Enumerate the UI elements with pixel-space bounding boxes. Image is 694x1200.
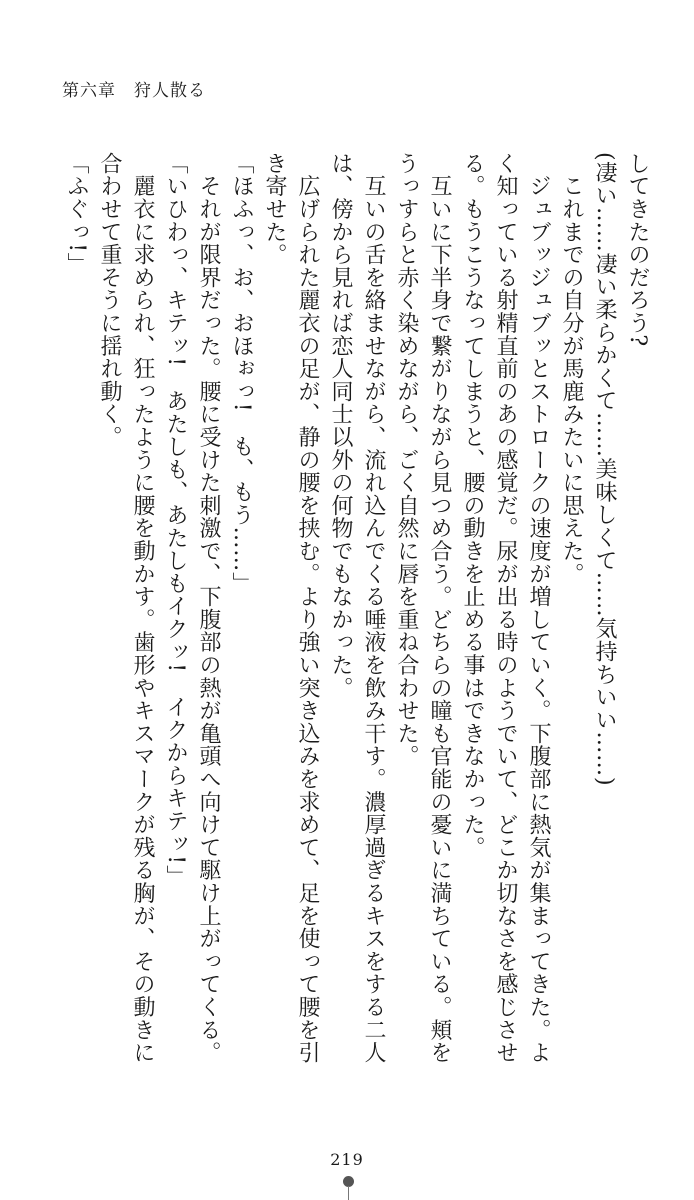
text-column: それが限界だった。腰に受けた刺激で、下腹部の熱が亀頭へ向けて駆け上がってくる。 bbox=[196, 152, 221, 1064]
text-column: 麗衣に求められ、狂ったように腰を動かす。歯形やキスマークが残る胸が、その動きに bbox=[130, 152, 155, 1064]
page-marker-line bbox=[348, 1186, 349, 1200]
text-column: は、傍から見れば恋人同士以外の何物でもなかった。 bbox=[328, 152, 353, 700]
text-column: 「ふぐっ!」 bbox=[64, 152, 89, 276]
text-column: 互いの舌を絡ませながら、流れ込んでくる唾液を飲み干す。濃厚過ぎるキスをする二人 bbox=[361, 152, 386, 1064]
text-column: うっすらと赤く染めながら、ごく自然に唇を重ね合わせた。 bbox=[394, 152, 419, 768]
chapter-header bbox=[62, 76, 206, 101]
text-column: 「ほふっ、お、おほぉっ! も、もう……」 bbox=[229, 152, 254, 595]
chapter-number: 第六章 bbox=[62, 81, 116, 101]
chapter-title: 狩人散る bbox=[134, 81, 206, 101]
text-column: 広げられた麗衣の足が、静の腰を挟む。より強い突き込みを求めて、足を使って腰を引 bbox=[295, 152, 320, 1064]
text-column: 合わせて重そうに揺れ動く。 bbox=[97, 152, 122, 449]
text-column: 「いひわっ、キテッ! あたしも、あたしもイクッ! イクからキテッ!」 bbox=[163, 152, 188, 888]
text-column: (凄い……凄い柔らかくて……美味しくて……気持ちいい……) bbox=[592, 152, 617, 787]
text-column: ジュブッジュブッとストロークの速度が増していく。下腹部に熱気が集まってきた。よ bbox=[526, 152, 551, 1064]
text-column: き寄せた。 bbox=[262, 152, 287, 266]
text-column: してきたのだろう? bbox=[625, 152, 650, 347]
text-column: 互いに下半身で繋がりながら見つめ合う。どちらの瞳も官能の憂いに満ちている。頬を bbox=[427, 152, 452, 1064]
vertical-text-body bbox=[50, 152, 650, 1064]
text-column: く知っている射精直前のあの感覚だ。尿が出る時のようでいて、どこか切なさを感じさせ bbox=[493, 152, 518, 1064]
text-column: る。もうこうなってしまうと、腰の動きを止める事はできなかった。 bbox=[460, 152, 485, 859]
page-number: 219 bbox=[330, 1150, 364, 1169]
text-column: これまでの自分が馬鹿みたいに思えた。 bbox=[559, 152, 584, 586]
